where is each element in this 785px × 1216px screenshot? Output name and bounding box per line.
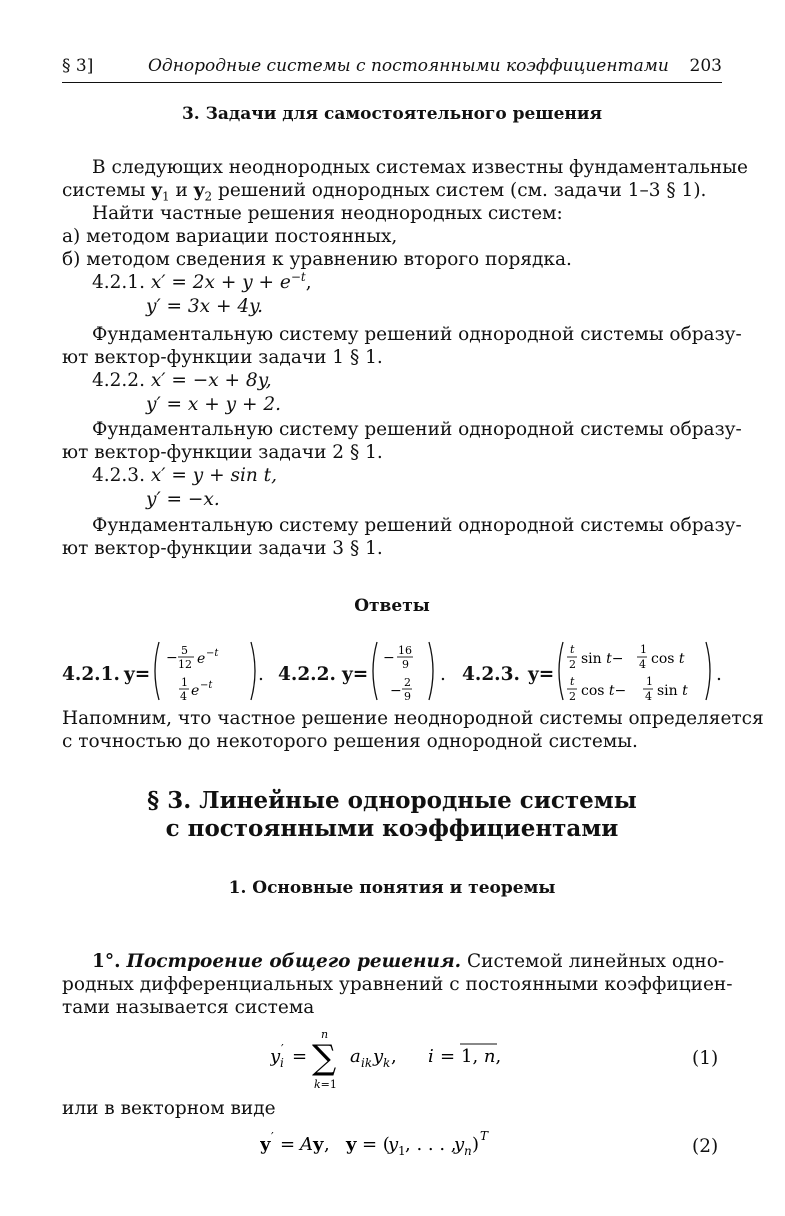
svg-text:−t: −t <box>206 648 219 659</box>
fund2-line-1: Фундаментальную систему решений однородной системы образу- <box>92 419 742 440</box>
svg-text:1: 1 <box>181 676 188 689</box>
note-line-2: с точностью до некоторого решения однородной системы. <box>62 731 638 752</box>
fund1-line-2: ют вектор-функции задачи 1 § 1. <box>62 347 383 368</box>
svg-text:cos t: cos t <box>651 651 685 667</box>
svg-text:4: 4 <box>645 690 652 703</box>
svg-text:−: − <box>390 683 402 699</box>
answers-row: 4.2.1. y= − 5 12 e −t 1 4 e −t . 4.2.2. y= − 16 9 − 2 9 . 4.2.3. y= t 2 sin t− 1 4 cos t t 2 cos t− 1 4 sin t . <box>62 640 732 704</box>
problem-4-2-1-eq2: y′ = 3x + 4y. <box>146 296 264 317</box>
section-title: 3. Задачи для самостоятельного решения <box>181 104 603 124</box>
svg-text:sin t: sin t <box>657 683 688 699</box>
svg-text:T: T <box>480 1129 489 1143</box>
answer-4-2-2-label: 4.2.2. <box>278 664 336 685</box>
answer-4-2-1-vector <box>150 638 260 709</box>
svg-text:a: a <box>350 1046 361 1067</box>
svg-text:2: 2 <box>569 658 576 671</box>
svg-text:y: y <box>260 1134 271 1155</box>
svg-text:′: ′ <box>281 1042 284 1056</box>
svg-text:e: e <box>197 651 206 667</box>
vector-form-line: или в векторном виде <box>62 1098 276 1119</box>
problem-4-2-3: 4.2.3. x′ = y + sin t, <box>92 465 277 486</box>
svg-text:y: y <box>346 1134 357 1155</box>
svg-text:, . . . ,: , . . . , <box>405 1134 457 1155</box>
svg-text:k=1: k=1 <box>314 1078 337 1091</box>
svg-text:12: 12 <box>178 658 192 671</box>
equation-2-formula <box>260 1128 530 1162</box>
svg-text:A: A <box>300 1134 313 1155</box>
svg-text:y: y <box>454 1134 465 1155</box>
svg-text:2: 2 <box>404 676 411 689</box>
svg-text:1: 1 <box>398 1144 406 1158</box>
fund3-line-2: ют вектор-функции задачи 3 § 1. <box>62 538 383 559</box>
svg-text:1: 1 <box>640 643 647 656</box>
svg-text:y: y <box>388 1134 399 1155</box>
svg-text:k: k <box>383 1056 391 1070</box>
equation-1 <box>270 1024 520 1099</box>
svg-text:5: 5 <box>181 644 188 657</box>
answer-4-2-3-vector <box>554 638 714 709</box>
answer-4-2-3-matrix <box>554 638 714 704</box>
svg-text:9: 9 <box>402 658 409 671</box>
header-section: § 3] <box>62 56 94 76</box>
answer-4-2-2-vector <box>368 638 438 709</box>
svg-text:y: y <box>313 1134 324 1155</box>
svg-text:y: y <box>373 1046 384 1067</box>
note-line-1: Напомним, что частное решение неоднородной системы определяется <box>62 708 764 729</box>
chapter-title-line-2: с постоянными коэффициентами <box>165 815 619 842</box>
answer-4-2-3-y: y= <box>528 664 555 685</box>
svg-text:): ) <box>472 1134 480 1155</box>
problem-4-2-1: 4.2.1. $x' = 2x + y + e^{-t}$, <box>92 269 312 293</box>
answer-4-2-1-matrix <box>150 638 260 704</box>
equation-2 <box>260 1128 530 1167</box>
svg-text:n: n <box>321 1028 329 1041</box>
answer-4-2-1-label: 4.2.1. <box>62 664 120 685</box>
method-b: б) методом сведения к уравнению второго порядка. <box>62 249 572 270</box>
svg-text:4: 4 <box>180 690 187 703</box>
problem-4-2-2-eq2: y′ = x + y + 2. <box>146 394 281 415</box>
chapter-subtitle: 1. Основные понятия и теоремы <box>228 878 556 898</box>
answer-4-2-1-y: y= <box>124 664 151 685</box>
svg-text:ik: ik <box>361 1056 373 1070</box>
svg-text:,: , <box>391 1046 397 1067</box>
svg-text:−t: −t <box>200 680 213 691</box>
svg-text:=: = <box>292 1046 308 1067</box>
equation-1-formula <box>270 1024 520 1094</box>
svg-text:i: i <box>428 1046 434 1067</box>
svg-text:1, n,: 1, n, <box>461 1046 502 1067</box>
answers-title: Ответы <box>354 596 430 616</box>
fund3-line-1: Фундаментальную систему решений однородной системы образу- <box>92 515 742 536</box>
svg-text:∑: ∑ <box>312 1038 337 1078</box>
answer-4-2-2-matrix <box>368 638 438 704</box>
svg-text:4: 4 <box>639 658 646 671</box>
equation-2-number: (2) <box>692 1136 719 1157</box>
svg-text:n: n <box>464 1144 472 1158</box>
svg-text:cos t−: cos t− <box>581 683 627 699</box>
svg-text:sin t−: sin t− <box>581 651 624 667</box>
header-running-title: Однородные системы с постоянными коэффициентами <box>148 56 669 76</box>
chapter-title-line-1: § 3. Линейные однородные системы <box>147 787 637 814</box>
problem-4-2-2: 4.2.2. x′ = −x + 8y, <box>92 370 272 391</box>
svg-text:−: − <box>383 650 395 666</box>
answer-4-2-2-y: y= <box>342 664 369 685</box>
svg-text:t: t <box>570 675 575 688</box>
svg-text:t: t <box>570 643 575 656</box>
svg-text:1: 1 <box>646 675 653 688</box>
method-a: а) методом вариации постоянных, <box>62 226 398 247</box>
svg-text:−: − <box>166 650 178 666</box>
para-line-1: 1°. Построение общего решения. Системой линейных одно- <box>92 951 725 972</box>
intro-line-2: системы $y_1$ и $y_2$ решений однородных систем (см. задачи 1–3 § 1). <box>62 180 707 204</box>
svg-text:9: 9 <box>404 690 411 703</box>
fund2-line-2: ют вектор-функции задачи 2 § 1. <box>62 442 383 463</box>
svg-text:′: ′ <box>271 1130 274 1144</box>
answer-4-2-3-label: 4.2.3. <box>462 664 520 685</box>
equation-1-number: (1) <box>692 1048 719 1069</box>
fund1-line-1: Фундаментальную систему решений однородной системы образу- <box>92 324 742 345</box>
svg-text:=: = <box>280 1134 296 1155</box>
svg-text:16: 16 <box>398 644 412 657</box>
svg-text:y: y <box>270 1046 281 1067</box>
svg-text:e: e <box>191 683 200 699</box>
svg-text:= (: = ( <box>362 1134 390 1155</box>
svg-text:i: i <box>280 1056 284 1070</box>
find-line: Найти частные решения неоднородных систем: <box>92 203 563 224</box>
svg-text:,: , <box>324 1134 330 1155</box>
para-line-3: тами называется система <box>62 997 315 1018</box>
header-page-number: 203 <box>689 56 722 76</box>
problem-4-2-3-eq2: y′ = −x. <box>146 489 220 510</box>
svg-text:=: = <box>440 1046 456 1067</box>
para-line-2: родных дифференциальных уравнений с постоянными коэффициен- <box>62 974 733 995</box>
running-header <box>62 56 722 83</box>
intro-line-1: В следующих неоднородных системах известны фундаментальные <box>92 157 748 178</box>
svg-text:2: 2 <box>569 690 576 703</box>
